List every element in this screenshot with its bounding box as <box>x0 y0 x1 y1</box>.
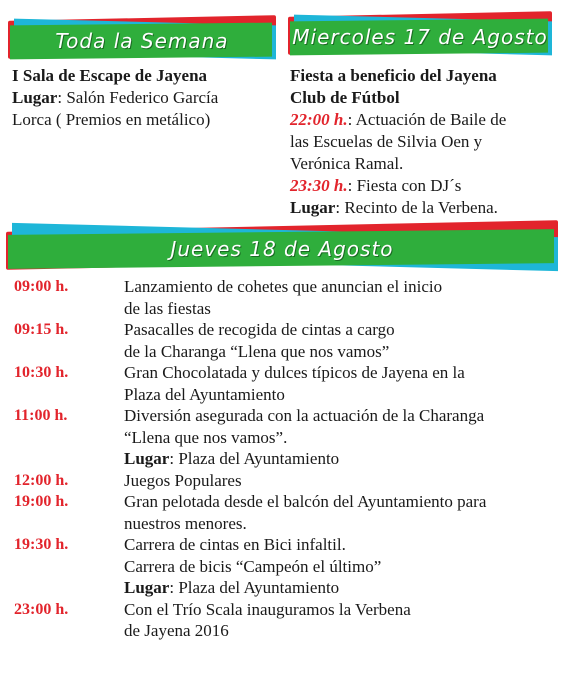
schedule-text: Lanzamiento de cohetes que anuncian el inicio <box>124 277 443 296</box>
banner-thursday <box>6 222 558 272</box>
schedule-text: Gran pelotada desde el balcón del Ayuntamiento para <box>124 492 487 511</box>
week-location-cont: Lorca ( Premios en metálico) <box>12 110 211 129</box>
schedule-time: 09:00 h. <box>14 278 69 295</box>
schedule-time: 12:00 h. <box>14 471 69 489</box>
schedule-text: de la Charanga “Llena que nos vamos” <box>124 341 390 361</box>
schedule-row <box>14 362 559 405</box>
wednesday-location: Lugar: Recinto de la Verbena. <box>290 198 498 217</box>
schedule-text: Gran Chocolatada y dulces típicos de Jayena en la <box>124 363 465 382</box>
banner-title: Miercoles 17 de Agosto <box>292 25 548 49</box>
banner-wednesday <box>288 10 552 60</box>
schedule-text: Plaza del Ayuntamiento <box>124 384 285 404</box>
schedule-row <box>14 470 559 492</box>
week-event-title: I Sala de Escape de Jayena <box>12 66 208 85</box>
schedule-text: Carrera de bicis “Campeón el último” <box>124 556 382 576</box>
wednesday-event-1-cont: las Escuelas de Silvia Oen y <box>290 132 483 151</box>
wednesday-event-1-cont: Verónica Ramal. <box>290 154 404 173</box>
wednesday-title-cont: Club de Fútbol <box>290 88 400 107</box>
schedule-text: de Jayena 2016 <box>124 621 229 640</box>
schedule-row <box>14 599 559 642</box>
schedule-row <box>14 276 559 319</box>
schedule-text: nuestros menores. <box>124 513 247 533</box>
wednesday-title: Fiesta a beneficio del Jayena <box>290 66 497 85</box>
schedule-text: Con el Trío Scala inauguramos la Verbena <box>124 599 411 619</box>
banner-title: Toda la Semana <box>55 29 229 53</box>
schedule-row <box>14 319 559 362</box>
schedule-time: 10:30 h. <box>14 364 69 381</box>
schedule-text: Diversión asegurada con la actuación de la Charanga <box>124 406 485 425</box>
schedule-location: Lugar: Plaza del Ayuntamiento <box>124 578 340 597</box>
wednesday-event-1: 22:00 h.: Actuación de Baile de <box>290 110 507 129</box>
schedule-row <box>14 491 559 534</box>
thursday-schedule <box>14 276 559 642</box>
schedule-row <box>14 405 559 470</box>
schedule-time: 09:15 h. <box>14 321 69 338</box>
schedule-time: 23:00 h. <box>14 600 69 618</box>
schedule-text: Carrera de cintas en Bici infaltil. <box>124 535 346 554</box>
schedule-time: 19:30 h. <box>14 536 69 553</box>
week-location: Lugar: Salón Federico García <box>12 88 219 107</box>
banner-week <box>8 14 276 64</box>
schedule-row <box>14 534 559 599</box>
schedule-time: 11:00 h. <box>14 407 68 424</box>
schedule-text: Pasacalles de recogida de cintas a cargo <box>124 320 395 339</box>
wednesday-event-2: 23:30 h.: Fiesta con DJ´s <box>290 176 462 195</box>
schedule-text: “Llena que nos vamos”. <box>124 427 288 447</box>
wednesday-section <box>290 65 565 219</box>
banner-title: Jueves 18 de Agosto <box>170 237 394 261</box>
schedule-time: 19:00 h. <box>14 493 69 510</box>
schedule-location: Lugar: Plaza del Ayuntamiento <box>124 449 340 468</box>
week-section <box>12 65 282 131</box>
schedule-text: de las fiestas <box>124 298 211 318</box>
schedule-text: Juegos Populares <box>124 470 242 490</box>
